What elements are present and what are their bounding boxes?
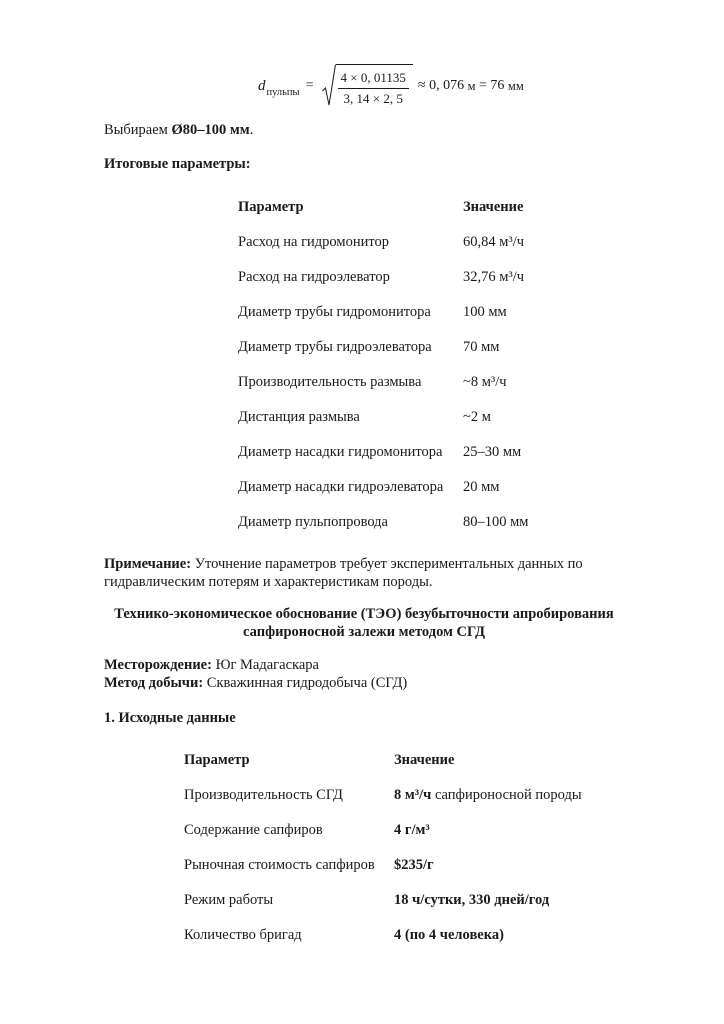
- params-table: [238, 190, 563, 540]
- value-cell: 100 мм: [463, 304, 507, 320]
- note-text: Уточнение параметров требует экспериментальных данных по гидравлическим потерям и характеристикам породы.: [104, 556, 583, 590]
- value-cell: 20 мм: [463, 479, 500, 495]
- value-cell: [394, 918, 634, 953]
- note-label: Примечание:: [104, 556, 192, 572]
- deposit-value: Юг Мадагаскара: [211, 657, 319, 673]
- table-row: [238, 295, 563, 330]
- deposit-label: Месторождение:: [104, 657, 212, 673]
- value-rest: сапфироносной породы: [431, 787, 582, 803]
- method-value: Скважинная гидродобыча (СГД): [203, 674, 408, 691]
- value-cell: [394, 813, 634, 848]
- table-row: [184, 813, 634, 848]
- param-cell: Диаметр пульпопровода: [238, 514, 388, 530]
- header-value: Значение: [463, 199, 524, 215]
- param-cell: Производительность размыва: [238, 374, 422, 390]
- param-cell: Расход на гидроэлеватор: [238, 269, 390, 285]
- table-row: [238, 260, 563, 295]
- param-cell: Количество бригад: [184, 927, 302, 943]
- param-cell: Дистанция размыва: [238, 409, 360, 425]
- value-cell: [394, 848, 634, 883]
- value-cell: 32,76 м³/ч: [463, 269, 525, 285]
- value-bold: 8 м³/ч: [394, 787, 432, 803]
- table-row: [238, 365, 563, 400]
- pulp-diameter-formula: [258, 64, 524, 108]
- summary-heading: Итоговые параметры:: [104, 156, 251, 172]
- choice-prefix: Выбираем: [104, 122, 172, 138]
- table-row: [238, 505, 563, 540]
- formula-equals: =: [305, 78, 314, 93]
- value-cell: [394, 778, 634, 813]
- formula-unit-m: м: [467, 78, 476, 93]
- formula-variable: d: [258, 77, 266, 94]
- table-row: [184, 848, 634, 883]
- choice-suffix: .: [249, 122, 254, 138]
- table-header-row: [238, 190, 563, 225]
- choice-line: [104, 121, 253, 139]
- radicand: [336, 64, 413, 108]
- value-cell: 25–30 мм: [463, 444, 522, 460]
- section-title: Технико-экономическое обоснование (ТЭО) безубыточности апробирования сапфироносной залежи методом СГД: [114, 606, 614, 640]
- table-row: [238, 435, 563, 470]
- param-cell: Содержание сапфиров: [184, 822, 323, 838]
- formula-unit-mm: мм: [507, 78, 524, 93]
- table-row: [184, 918, 634, 953]
- note-paragraph: [104, 556, 624, 591]
- formula-subscript: пульпы: [266, 86, 300, 98]
- value-bold: 18 ч/сутки, 330 дней/год: [394, 892, 550, 908]
- formula-fraction: [338, 70, 409, 107]
- param-cell: Диаметр трубы гидроэлеватора: [238, 339, 432, 355]
- param-cell: Производительность СГД: [184, 787, 343, 803]
- header-value: Значение: [394, 752, 455, 768]
- radical-sign-icon: [322, 64, 336, 108]
- source-data-heading: 1. Исходные данные: [104, 710, 236, 726]
- formula-numerator: 4 × 0, 01135: [338, 70, 409, 89]
- value-cell: 60,84 м³/ч: [463, 234, 525, 250]
- square-root: [322, 64, 413, 108]
- choice-value: Ø80–100 мм: [171, 122, 250, 138]
- formula-approx: ≈ 0, 076: [417, 78, 465, 93]
- deposit-method-block: [104, 657, 407, 692]
- table-row: [238, 470, 563, 505]
- table-row: [238, 330, 563, 365]
- table-row: [238, 225, 563, 260]
- formula-result: = 76: [479, 78, 505, 93]
- param-cell: Диаметр трубы гидромонитора: [238, 304, 431, 320]
- value-bold: $235/г: [394, 857, 434, 873]
- value-cell: [394, 883, 634, 918]
- value-cell: ~2 м: [463, 409, 491, 425]
- formula-denominator: 3, 14 × 2, 5: [343, 90, 403, 106]
- param-cell: Режим работы: [184, 892, 274, 908]
- param-cell: Рыночная стоимость сапфиров: [184, 857, 375, 873]
- param-cell: Диаметр насадки гидромонитора: [238, 444, 443, 460]
- table-row: [184, 883, 634, 918]
- header-param: Параметр: [238, 199, 304, 215]
- param-cell: Расход на гидромонитор: [238, 234, 389, 250]
- table-header-row: [184, 743, 634, 778]
- table-row: [184, 778, 634, 813]
- table-row: [238, 400, 563, 435]
- method-label: Метод добычи:: [104, 674, 204, 691]
- param-cell: Диаметр насадки гидроэлеватора: [238, 479, 444, 495]
- value-cell: 80–100 мм: [463, 514, 529, 530]
- value-cell: 70 мм: [463, 339, 500, 355]
- header-param: Параметр: [184, 752, 250, 768]
- value-bold: 4 г/м³: [394, 822, 430, 838]
- value-bold: 4 (по 4 человека): [394, 927, 504, 943]
- value-cell: ~8 м³/ч: [463, 374, 507, 390]
- source-data-table: [184, 743, 634, 953]
